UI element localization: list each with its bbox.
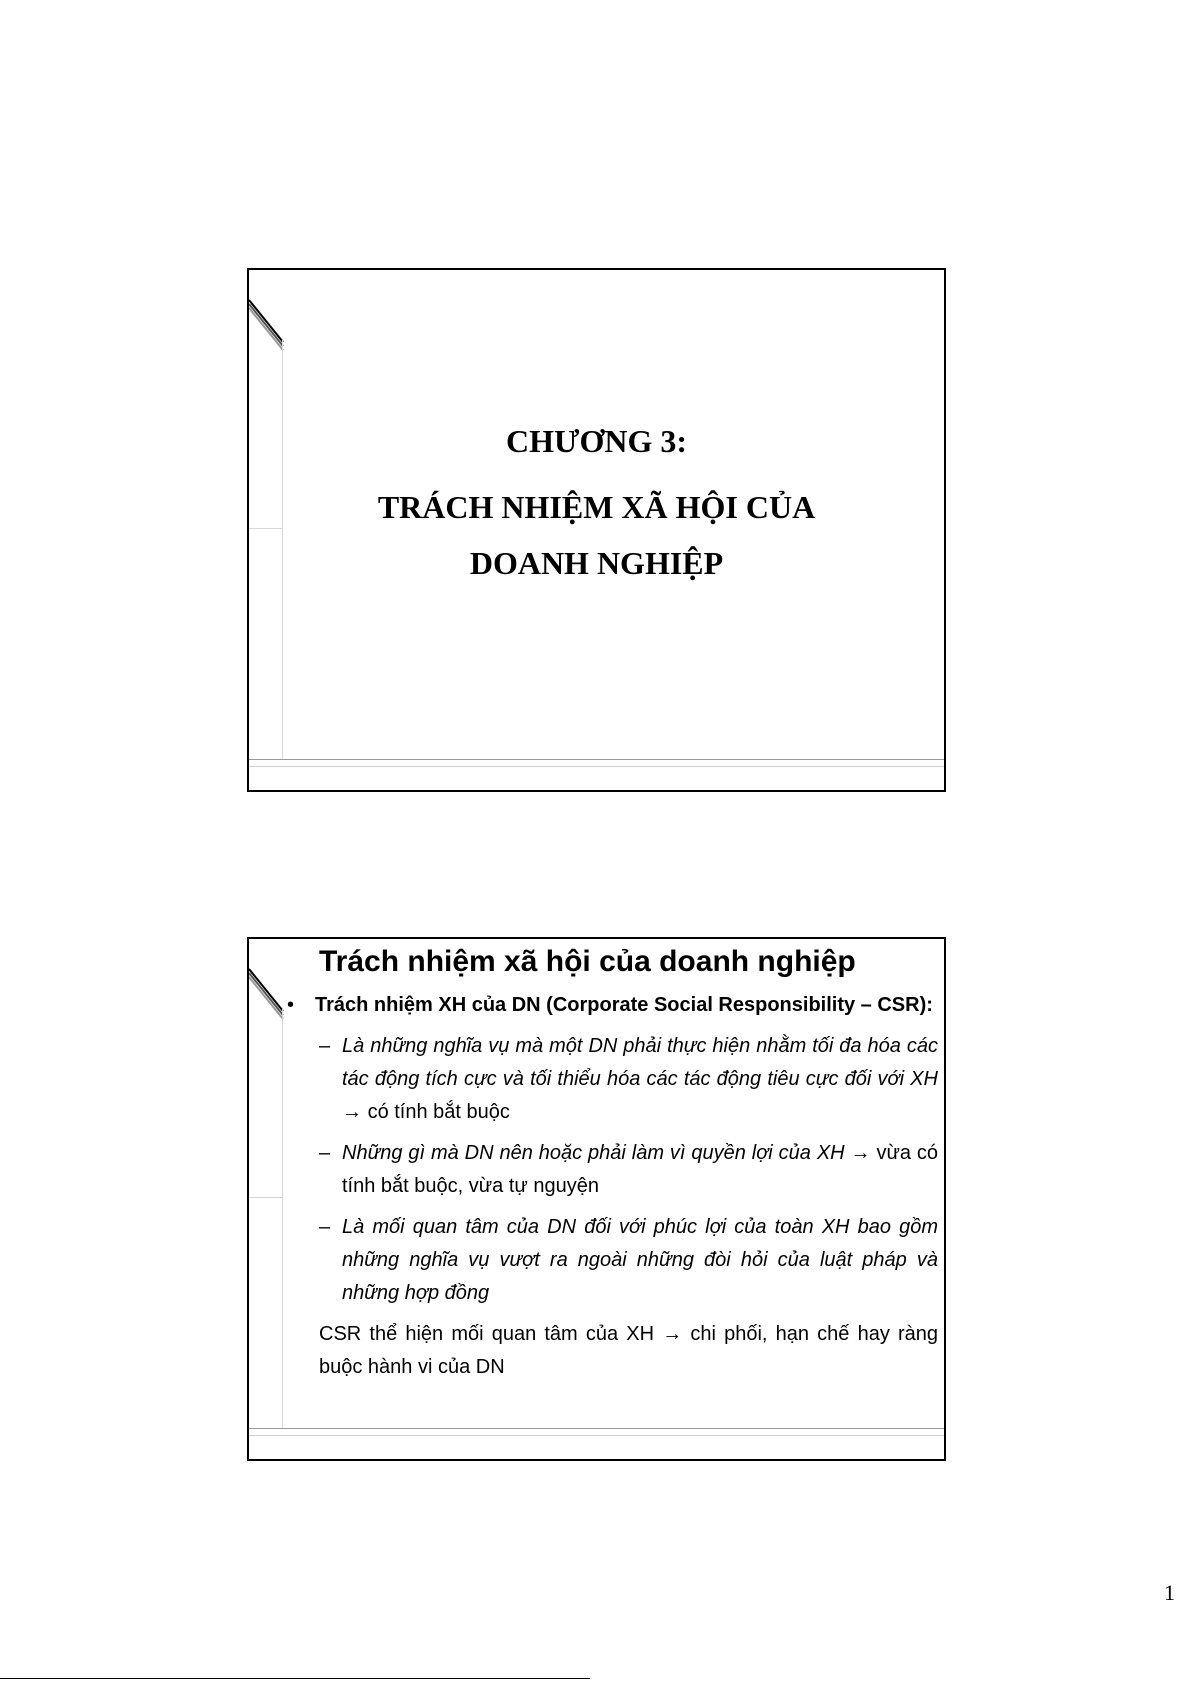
- dash-marker: –: [319, 1216, 331, 1238]
- slide-chapter-title: [247, 268, 946, 792]
- summary-after: chi phối, hạn chế hay ràng buộc hành vi của DN: [319, 1323, 939, 1378]
- bullet-item: [287, 989, 938, 1022]
- arrow-icon: →: [342, 1101, 362, 1123]
- left-guide-line: [282, 1009, 283, 1429]
- page-number: 1: [1164, 1580, 1175, 1605]
- chapter-title-line-1: TRÁCH NHIỆM XÃ HỘI CỦA: [377, 489, 816, 525]
- bullet-marker: •: [287, 994, 295, 1016]
- bottom-guide-line-light: [249, 766, 944, 767]
- dash-marker: –: [319, 1142, 331, 1164]
- sub-item-plain: có tính bắt buộc: [367, 1101, 510, 1123]
- dash-marker: –: [319, 1035, 331, 1057]
- summary-before: CSR thể hiện mối quan tâm của XH: [319, 1323, 655, 1345]
- slide-body: [287, 989, 938, 1384]
- summary-text: [287, 1318, 938, 1384]
- sub-item-plain: vừa có tính bắt buộc, vừa tự nguyện: [342, 1142, 938, 1197]
- bullet-text: Trách nhiệm XH của DN (Corporate Social Responsibility – CSR):: [315, 994, 933, 1016]
- footer-rule: [0, 1678, 590, 1679]
- sub-item-text: [342, 1030, 938, 1129]
- left-guide-tick: [249, 528, 282, 529]
- arrow-icon: →: [662, 1323, 683, 1345]
- bottom-guide-line: [249, 1428, 944, 1429]
- sub-item-italic: Là mối quan tâm của DN đối với phúc lợi của toàn XH bao gồm những nghĩa vụ vượt ra ngoài những đòi hỏi của luật pháp và những hợp đồng: [342, 1216, 938, 1304]
- sub-item-3: [287, 1211, 938, 1310]
- sub-item-1: [287, 1030, 938, 1129]
- chapter-number: CHƯƠNG 3:: [505, 423, 687, 459]
- corner-stripes-decoration: [249, 290, 285, 350]
- sub-item-2: [287, 1137, 938, 1203]
- sub-item-text: [342, 1137, 938, 1203]
- slide-csr-definition: [247, 937, 946, 1461]
- sub-item-italic: Những gì mà DN nên hoặc phải làm vì quyền lợi của XH: [342, 1142, 845, 1164]
- arrow-icon: →: [850, 1142, 871, 1164]
- sub-item-italic: Là những nghĩa vụ mà một DN phải thực hiện nhằm tối đa hóa các tác động tích cực và tối thiểu hóa các tác động tiêu cực đối với XH: [342, 1035, 938, 1090]
- left-guide-tick: [249, 1197, 282, 1198]
- corner-stripes-decoration: [249, 959, 285, 1019]
- bottom-guide-line-light: [249, 1435, 944, 1436]
- slide-title: Trách nhiệm xã hội của doanh nghiệp: [319, 945, 856, 978]
- chapter-title-line-2: DOANH NGHIỆP: [469, 545, 724, 581]
- bottom-guide-line: [249, 759, 944, 760]
